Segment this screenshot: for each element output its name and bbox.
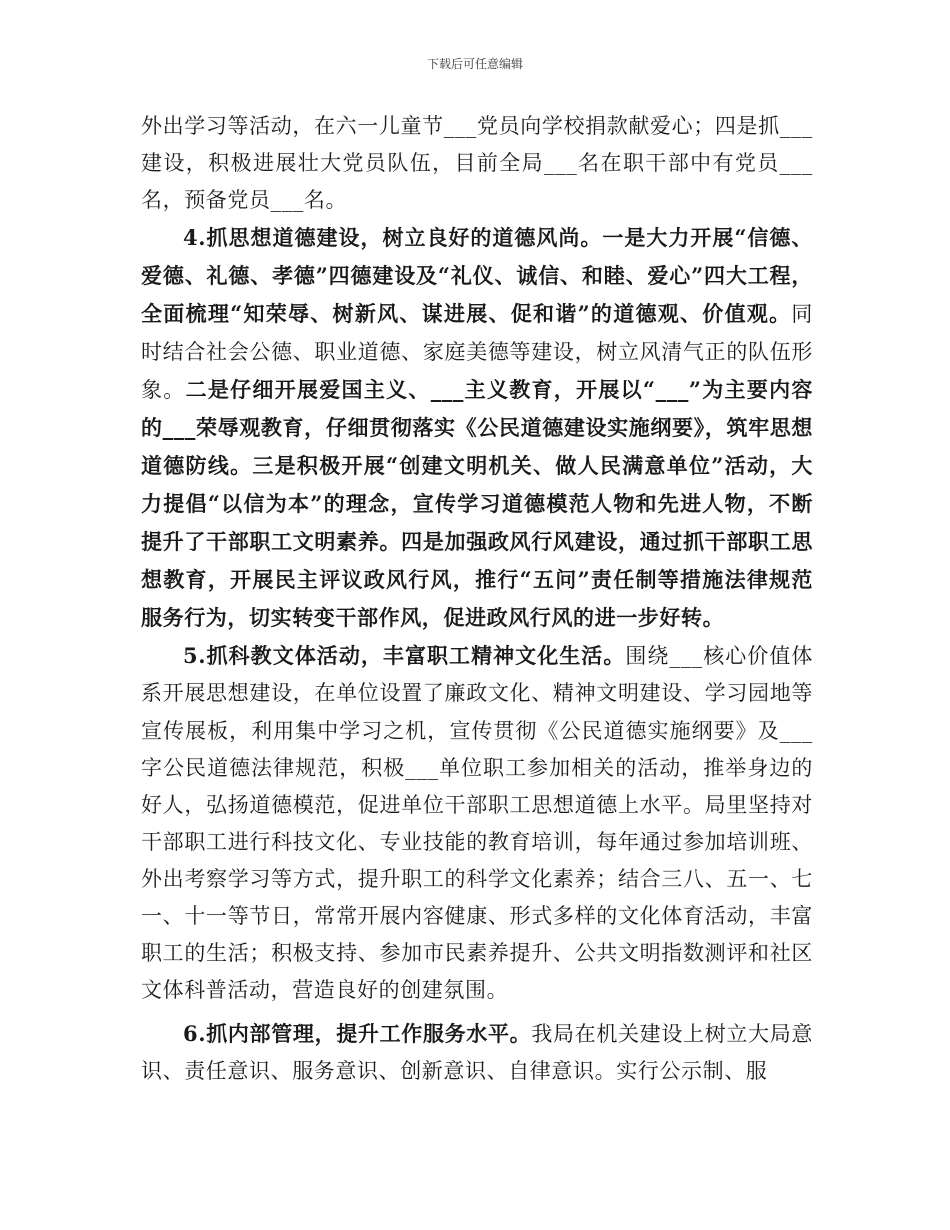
paragraph-text: 同时结合社会公德、职业道德、家庭美德等建设，树立风清气正的队伍形象。 [141, 302, 813, 402]
paragraph-bold-lead: 5.抓科教文体活动，丰富职工精神文化生活。 [183, 643, 626, 669]
paragraph-text: 外出学习等活动，在六一儿童节___党员向学校捐款献爱心；四是抓___建设，积极进展壮大党员队伍，目前全局___名在职干部中有党员___名，预备党员___名。 [141, 114, 813, 213]
paragraph-bold-lead: 4.抓思想道德建设，树立良好的道德风尚。一是大力开展“信德、爱德、礼德、孝德”四德建设及“礼仪、诚信、和睦、爱心”四大工程，全面梳理“知荣辱、树新风、谋进展、促和谐”的道德观、价值观。 [141, 225, 813, 327]
page-header: 下载后可任意编辑 [426, 57, 523, 71]
paragraph-bold-tail: 二是仔细开展爱国主义、___主义教育，开展以“___”为主要内容的___荣辱观教育，仔细贯彻落实《公民道德建设实施纲要》，筑牢思想道德防线。三是积极开展“创建文明机关、做人民满意单位”活动，大力提倡“以信为本”的理念，宣传学习道德模范人物和先进人物，不断提升了干部职工文明素养。四是加强政风行风建设，通过抓干部职工思想教育，开展民主评议政风行风，推行“五问”责任制等措施法律规范服务行为，切实转变干部作风，促进政风行风的进一步好转。 [141, 376, 814, 631]
paragraph-item-6 [141, 1015, 813, 1090]
paragraph-text: 我局在机关建设上树立大局意识、责任意识、服务意识、创新意识、自律意识。实行公示制、服 [141, 1022, 813, 1084]
paragraph-item-4 [141, 219, 813, 637]
document-body [141, 108, 813, 1090]
paragraph-item-5 [141, 637, 813, 1009]
paragraph-bold-lead: 6.抓内部管理，提升工作服务水平。 [183, 1021, 532, 1047]
paragraph-continuation [141, 108, 813, 219]
paragraph-text: 围绕___核心价值体系开展思想建设，在单位设置了廉政文化、精神文明建设、学习园地等宣传展板，利用集中学习之机，宣传贯彻《公民道德实施纲要》及___字公民道德法律规范，积极___单位职工参加相关的活动，推举身边的好人，弘扬道德模范，促进单位干部职工思想道德上水平。局里坚持对干部职工进行科技文化、专业技能的教育培训，每年通过参加培训班、外出考察学习等方式，提升职工的科学文化素养；结合三八、五一、七一、十一等节日，常常开展内容健康、形式多样的文化体育活动，丰富职工的生活；积极支持、参加市民素养提升、公共文明指数测评和社区文体科普活动，营造良好的创建氛围。 [141, 644, 813, 1003]
